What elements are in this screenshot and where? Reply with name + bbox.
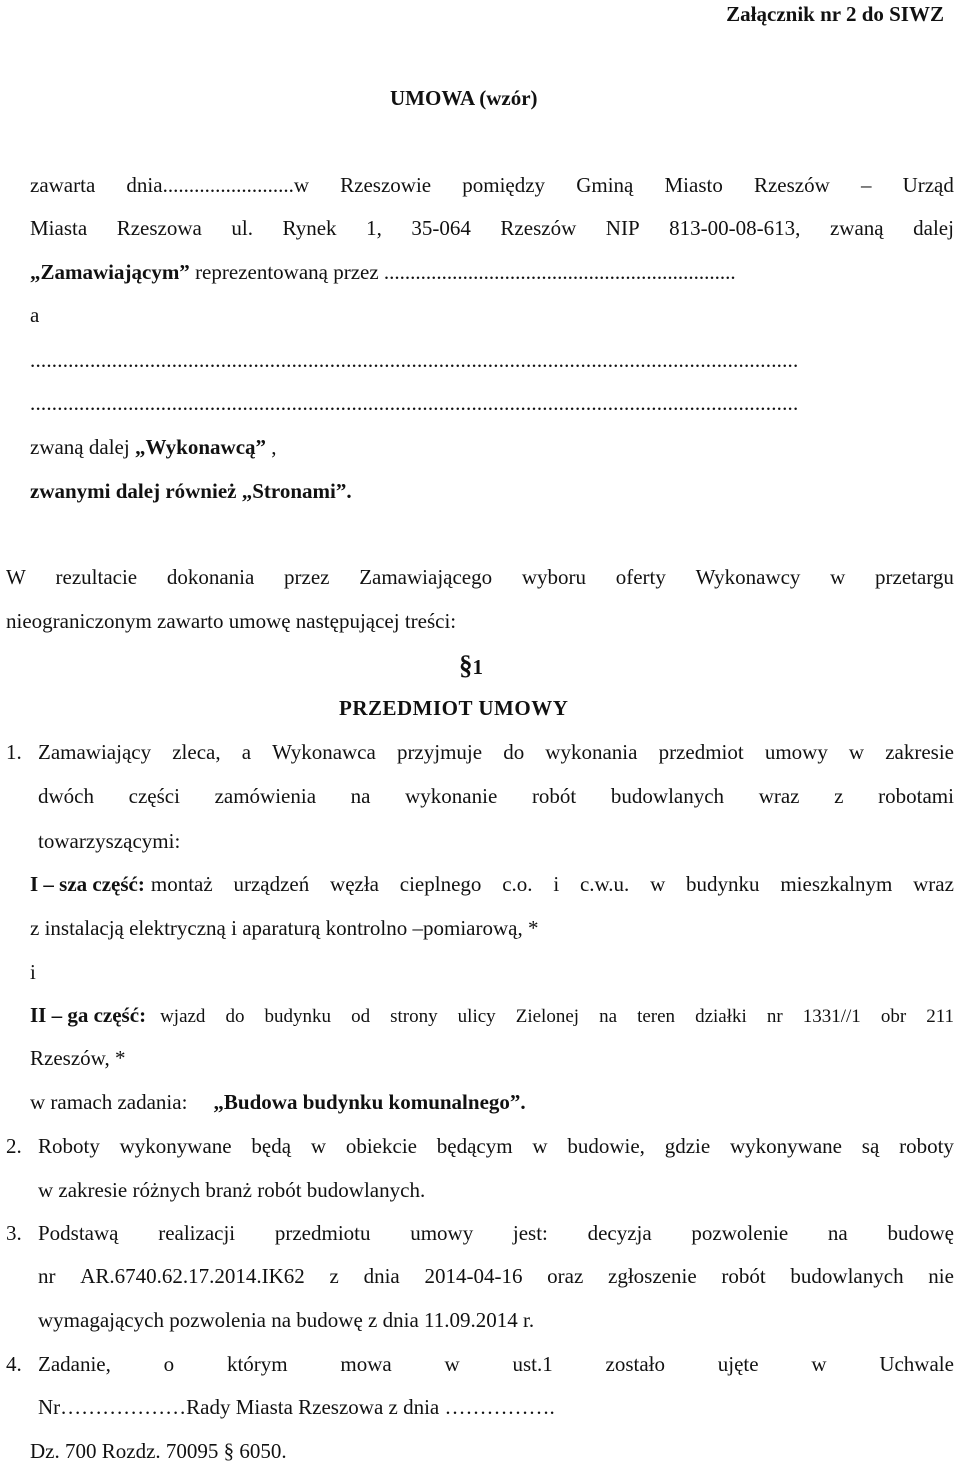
- word: robotami: [878, 784, 954, 808]
- word: wykonania: [545, 740, 638, 764]
- word: do: [503, 740, 525, 764]
- word: budowlanych: [790, 1264, 904, 1288]
- word: węzła: [330, 872, 379, 896]
- word: w: [532, 1134, 548, 1158]
- item-2-number: 2.: [6, 1134, 22, 1158]
- word: roboty: [899, 1134, 954, 1158]
- item-1-number: 1.: [6, 740, 22, 764]
- word: Roboty: [38, 1134, 100, 1158]
- word: w: [830, 565, 846, 589]
- word: Wykonawcy: [695, 565, 801, 589]
- word: zwaną: [829, 216, 884, 240]
- word: dalej: [913, 216, 954, 240]
- word: Urząd: [902, 173, 954, 197]
- word: wykonanie: [405, 784, 498, 808]
- word: 211: [926, 1006, 954, 1027]
- item-2-line-1: [38, 1136, 954, 1157]
- word: oferty: [615, 565, 666, 589]
- word: AR.6740.62.17.2014.IK62: [80, 1264, 305, 1288]
- item-4-number: 4.: [6, 1352, 22, 1376]
- word: Gminą: [576, 173, 634, 197]
- word: budowlanych: [610, 784, 725, 808]
- word: jest:: [512, 1221, 548, 1245]
- item-1-line-2: [38, 786, 954, 807]
- word: 35-064: [411, 216, 471, 240]
- word: o: [163, 1352, 175, 1376]
- word: wraz: [913, 872, 954, 896]
- word: pozwolenie: [691, 1221, 789, 1245]
- word: montaż: [150, 872, 213, 896]
- word: gdzie: [664, 1134, 711, 1158]
- word: ul.: [231, 216, 253, 240]
- task-name: „Budowa budynku komunalnego”.: [213, 1090, 526, 1114]
- word: budynku: [686, 872, 760, 896]
- word: Miasto: [664, 173, 723, 197]
- parties-line-2: [30, 218, 954, 239]
- part-2-line-1: II – ga część : wjazd do budynku od strony ulicy Zielonej na teren działki nr 1331//1 obr 211: [30, 1003, 954, 1027]
- word: Zamawiający: [38, 740, 152, 764]
- word: którym: [226, 1352, 288, 1376]
- item-3-line-3: wymagających pozwolenia na budowę z dnia 11.09.2014 r.: [38, 1308, 535, 1332]
- word: przedmiotu: [274, 1221, 371, 1245]
- word: strony: [390, 1006, 438, 1027]
- word: Zamawiającego: [359, 565, 493, 589]
- word: budynku: [264, 1006, 332, 1027]
- item-1-line-3: towarzyszącymi:: [38, 829, 181, 853]
- word: w: [811, 1352, 827, 1376]
- word: wykonywane: [119, 1134, 232, 1158]
- word: zamówienia: [214, 784, 317, 808]
- word: będą: [251, 1134, 292, 1158]
- word: dnia: [363, 1264, 400, 1288]
- word: zostało: [605, 1352, 665, 1376]
- intro-line-1: [6, 567, 954, 588]
- dotted-line-1: .............................................................................................................................................: [30, 348, 799, 372]
- item-4-line-1: [38, 1354, 954, 1375]
- word: Wykonawca: [272, 740, 376, 764]
- item-3-line-2: [38, 1266, 954, 1287]
- word: dnia.........................w: [126, 173, 309, 197]
- word: realizacji: [158, 1221, 236, 1245]
- part-2-line-2: Rzeszów, *: [30, 1046, 126, 1070]
- word: ulicy: [457, 1006, 496, 1027]
- parties-line-8: zwanymi dalej również „Stronami”.: [30, 479, 352, 503]
- part-1-label: I – sza część: [30, 872, 138, 896]
- word: 1,: [366, 216, 382, 240]
- word: cieplnego: [399, 872, 482, 896]
- word: są: [861, 1134, 880, 1158]
- item-1-line-1: [38, 742, 954, 763]
- contractor-term: „Wykonawcą”: [134, 435, 267, 459]
- parties-line-3: „Zamawiającym” reprezentowaną przez ...................................................................: [30, 260, 736, 284]
- word: umowy: [764, 740, 828, 764]
- word: w: [444, 1352, 460, 1376]
- word: dokonania: [166, 565, 255, 589]
- word: Rzeszów: [500, 216, 577, 240]
- word: NIP: [605, 216, 640, 240]
- word: nr: [766, 1006, 783, 1027]
- word: przez: [284, 565, 330, 589]
- word: przyjmuje: [396, 740, 483, 764]
- word: Rzeszowa: [116, 216, 202, 240]
- word: mieszkalnym: [780, 872, 893, 896]
- word: do: [225, 1006, 245, 1027]
- word: Miasta: [30, 216, 88, 240]
- word: c.o.: [502, 872, 533, 896]
- parties-line-1: [30, 175, 954, 196]
- word: Rzeszowie: [340, 173, 432, 197]
- word: wyboru: [521, 565, 586, 589]
- word: z: [329, 1264, 339, 1288]
- budget-classification: Dz. 700 Rozdz. 70095 § 6050.: [30, 1439, 287, 1463]
- word: c.w.u.: [579, 872, 630, 896]
- word: robót: [721, 1264, 766, 1288]
- word: oraz: [547, 1264, 584, 1288]
- contracting-party-term: „Zamawiającym”: [30, 260, 190, 284]
- attachment-label: Załącznik nr 2 do SIWZ: [726, 2, 944, 26]
- section-symbol: §: [459, 650, 473, 680]
- word: decyzja: [587, 1221, 652, 1245]
- word: części: [128, 784, 180, 808]
- word: działki: [695, 1006, 747, 1027]
- word: wjazd: [160, 1006, 206, 1027]
- word: nie: [928, 1264, 954, 1288]
- item-2-line-2: w zakresie różnych branż robót budowlanych.: [38, 1178, 426, 1202]
- word: Podstawą: [38, 1221, 119, 1245]
- word: budowie,: [567, 1134, 645, 1158]
- dotted-line-2: .............................................................................................................................................: [30, 391, 799, 415]
- part-1-line-2: z instalacją elektryczną i aparaturą kontrolno –pomiarową, *: [30, 916, 539, 940]
- word: w: [848, 740, 865, 764]
- word: będącym: [436, 1134, 513, 1158]
- word: od: [351, 1006, 371, 1027]
- word: 1331//1: [802, 1006, 861, 1027]
- item-3-line-1: [38, 1223, 954, 1244]
- part-1-text: [151, 874, 954, 895]
- word: Zielonej: [515, 1006, 580, 1027]
- word: przedmiot: [658, 740, 744, 764]
- word: budowę: [887, 1221, 954, 1245]
- word: wykonywane: [730, 1134, 842, 1158]
- word: rezultacie: [55, 565, 138, 589]
- word: dwóch: [38, 784, 94, 808]
- word: obiekcie: [345, 1134, 417, 1158]
- word: na: [827, 1221, 848, 1245]
- word: przetargu: [875, 565, 954, 589]
- word: ujęte: [717, 1352, 759, 1376]
- word: zawarta: [30, 173, 96, 197]
- word: obr: [880, 1006, 907, 1027]
- item-3-number: 3.: [6, 1221, 22, 1245]
- word: nr: [38, 1264, 56, 1288]
- part-2-text: [160, 1007, 954, 1026]
- part-1-line-1: I – sza część : montaż urządzeń węzła cieplnego c.o. i c.w.u. w budynku mieszkalnym wraz: [30, 872, 954, 896]
- word: zgłoszenie: [608, 1264, 697, 1288]
- word: w: [310, 1134, 327, 1158]
- word: 2014-04-16: [424, 1264, 523, 1288]
- parties-line-4: a: [30, 303, 40, 327]
- word: teren: [637, 1006, 676, 1027]
- word: zleca,: [172, 740, 221, 764]
- word: –: [860, 173, 872, 197]
- section-number: §1: [459, 650, 483, 680]
- word: W: [6, 565, 26, 589]
- item-4-line-2: Nr………………Rady Miasta Rzeszowa z dnia …………….: [38, 1395, 555, 1419]
- word: Rzeszów: [753, 173, 830, 197]
- word: z: [834, 784, 844, 808]
- word: Rynek: [282, 216, 337, 240]
- word: urządzeń: [233, 872, 310, 896]
- word: a: [241, 740, 252, 764]
- parties-line-7: zwaną dalej „Wykonawcą” ,: [30, 435, 277, 459]
- part-conjunction: i: [30, 960, 36, 984]
- section-title: PRZEDMIOT UMOWY: [339, 696, 569, 720]
- word: zakresie: [885, 740, 954, 764]
- scope-line: w ramach zadania: „Budowa budynku komunalnego”.: [30, 1090, 526, 1114]
- word: pomiędzy: [462, 173, 546, 197]
- word: ust.1: [512, 1352, 553, 1376]
- intro-line-2: nieograniczonym zawarto umowę następującej treści:: [6, 609, 457, 633]
- word: na: [350, 784, 371, 808]
- word: Uchwale: [879, 1352, 954, 1376]
- word: umowy: [410, 1221, 474, 1245]
- word: robót: [531, 784, 577, 808]
- word: wraz: [758, 784, 800, 808]
- word: 813-00-08-613,: [669, 216, 801, 240]
- word: na: [599, 1006, 618, 1027]
- word: Zadanie,: [38, 1352, 111, 1376]
- word: w: [650, 872, 666, 896]
- word: i: [553, 872, 560, 896]
- word: mowa: [340, 1352, 392, 1376]
- document-title: UMOWA (wzór): [390, 86, 538, 110]
- part-2-label: II – ga część: [30, 1003, 140, 1027]
